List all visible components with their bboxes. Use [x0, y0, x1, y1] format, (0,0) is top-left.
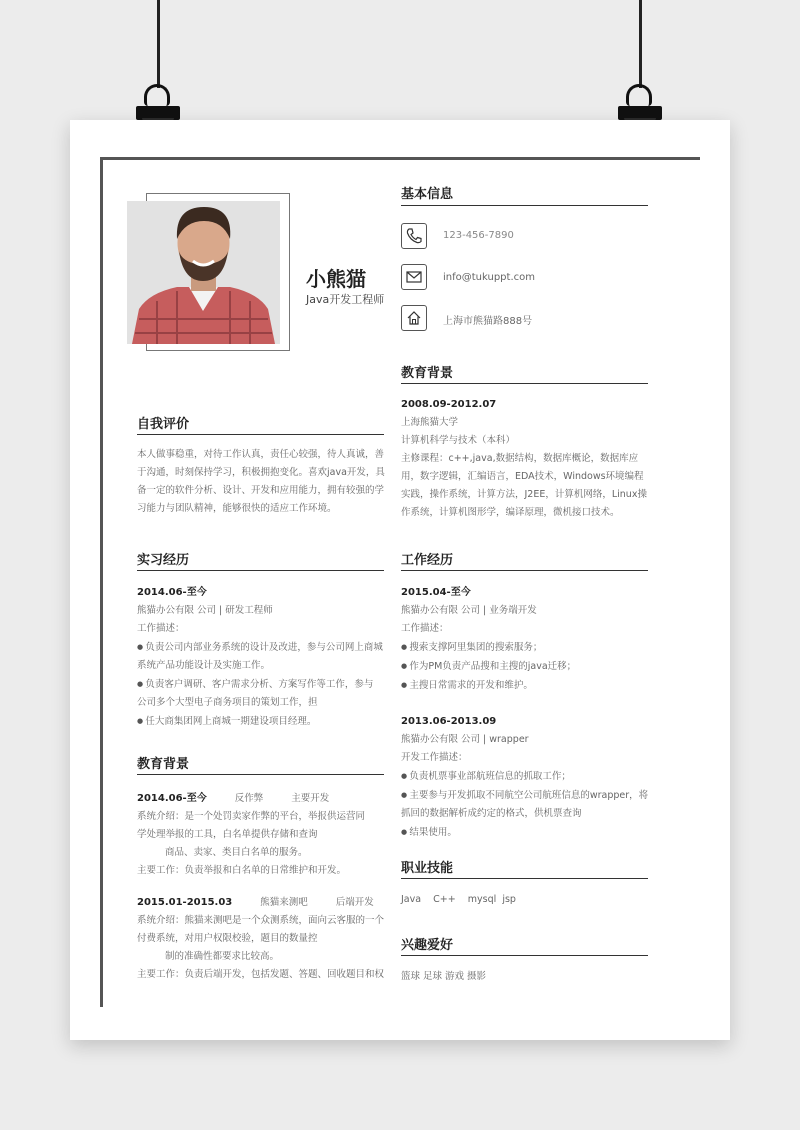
candidate-name: 小熊猫	[306, 267, 366, 291]
list-item: ● 负责公司内部业务系统的设计及改进，参与公司网上商城	[137, 638, 392, 657]
text-line: 系统介绍：是一个处罚卖家作弊的平台，举报供运营同	[137, 811, 366, 822]
education-date: 2008.09-2012.07	[401, 399, 497, 410]
work-desc-label: 开发工作描述：	[401, 752, 468, 763]
list-item: ● 搜索支撑阿里集团的搜索服务；	[401, 638, 656, 657]
phone-icon	[401, 223, 427, 249]
list-item: ● 任大商集团网上商城一期建设项目经理。	[137, 712, 392, 731]
education-left-block	[137, 790, 392, 984]
major: 计算机科学与技术（本科）	[401, 435, 516, 446]
profile-photo	[127, 201, 280, 344]
section-rule	[137, 434, 384, 435]
school-name: 上海熊猫大学	[401, 417, 459, 428]
project-date: 2014.06-至今	[137, 793, 207, 804]
project-role: 后端开发	[335, 897, 374, 908]
text-line: 本人做事稳重，对待工作认真，责任心较强，待人真诚，善	[137, 449, 385, 460]
section-rule	[401, 570, 648, 571]
list-item: 抓回的数据解析成约定的格式，供机票查询	[401, 808, 582, 819]
list-item: ● 主搜日常需求的开发和维护。	[401, 676, 656, 695]
text-line: 于沟通，时刻保持学习，积极拥抱变化。喜欢java开发，具	[137, 467, 385, 478]
text-line: 备一定的软件分析、设计、开发和应用能力，拥有较强的学	[137, 485, 385, 496]
project-name: 反作弊	[234, 793, 264, 804]
list-item: 系统产品功能设计及实施工作。	[137, 660, 271, 671]
text-line: 制的准确性都要求比较高。	[165, 951, 280, 962]
list-item: ● 结果使用。	[401, 823, 656, 842]
text-line: 付费系统，对用户权限校验，题目的数量控	[137, 933, 318, 944]
section-rule	[401, 955, 648, 956]
email-address: info@tukuppt.com	[443, 272, 535, 283]
text-line: 实践，操作系统，计算方法，J2EE，计算机网络，Linux操	[401, 489, 647, 500]
section-heading-work: 工作经历	[401, 553, 454, 568]
text-line: 主要工作：负责后端开发，包括发题、答题、回收题目和权	[137, 969, 385, 980]
section-heading-basic-info: 基本信息	[401, 187, 454, 202]
internship-date: 2014.06-至今	[137, 587, 207, 598]
frame-top-line	[100, 157, 700, 160]
project-date: 2015.01-2015.03	[137, 897, 233, 908]
work-company: 熊猫办公有限 公司 | 业务端开发	[401, 605, 537, 616]
project-role: 主要开发	[291, 793, 330, 804]
section-heading-skills: 职业技能	[401, 861, 454, 876]
text-line: 主要工作：负责举报和白名单的日常维护和开发。	[137, 865, 347, 876]
text-line: 系统介绍：熊猫来测吧是一个众测系统，面向云客服的一个	[137, 915, 385, 926]
list-item: ● 作为PM负责产品搜和主搜的java迁移；	[401, 657, 656, 676]
text-line: 作系统，计算机图形学，编译原理，微机接口技术。	[401, 507, 620, 518]
self-eval-text	[137, 446, 387, 518]
mail-icon	[401, 264, 427, 290]
list-item: ● 主要参与开发抓取不同航空公司航班信息的wrapper，将	[401, 786, 656, 805]
text-line: 习能力与团队精神，能够很快的适应工作环境。	[137, 503, 337, 514]
section-heading-education-right: 教育背景	[401, 366, 454, 381]
work-desc-label: 工作描述：	[401, 623, 449, 634]
project-name: 熊猫来测吧	[260, 897, 308, 908]
home-address: 上海市熊猫路888号	[443, 316, 533, 327]
internship-block	[137, 584, 392, 731]
section-heading-education-left: 教育背景	[137, 757, 190, 772]
work-date: 2015.04-至今	[401, 587, 471, 598]
section-heading-self-eval: 自我评价	[137, 417, 190, 432]
section-rule	[401, 205, 648, 206]
text-line: 主修课程：c++,java,数据结构，数据库概论，数据库应	[401, 453, 639, 464]
section-heading-internship: 实习经历	[137, 553, 190, 568]
frame-left-line	[100, 157, 103, 1007]
internship-company: 熊猫办公有限 公司 | 研发工程师	[137, 605, 273, 616]
phone-number: 123-456-7890	[443, 230, 514, 241]
section-rule	[137, 570, 384, 571]
list-item: ● 负责客户调研、客户需求分析、方案写作等工作，参与	[137, 675, 392, 694]
section-heading-hobbies: 兴趣爱好	[401, 938, 454, 953]
section-rule	[401, 878, 648, 879]
home-icon	[401, 305, 427, 331]
section-rule	[401, 383, 648, 384]
work-date: 2013.06-2013.09	[401, 716, 497, 727]
candidate-title: Java开发工程师	[306, 293, 385, 306]
section-rule	[137, 774, 384, 775]
internship-desc-label: 工作描述：	[137, 623, 185, 634]
work-block	[401, 584, 656, 842]
work-company: 熊猫办公有限 公司 | wrapper	[401, 734, 529, 745]
text-line: 用，数字逻辑，汇编语言，EDA技术，Windows环境编程	[401, 471, 644, 482]
hobbies-list: 篮球 足球 游戏 摄影	[401, 971, 487, 982]
hanging-wire-right	[639, 0, 642, 88]
education-right-block	[401, 396, 656, 522]
list-item: 公司多个大型电子商务项目的策划工作，担	[137, 697, 318, 708]
hanging-wire-left	[157, 0, 160, 88]
text-line: 商品、卖家、类目白名单的服务。	[165, 847, 308, 858]
text-line: 学处理举报的工具，白名单提供存储和查询	[137, 829, 318, 840]
list-item: ● 负责机票事业部航班信息的抓取工作；	[401, 767, 656, 786]
skills-list: Java C++ mysql jsp	[401, 894, 516, 905]
